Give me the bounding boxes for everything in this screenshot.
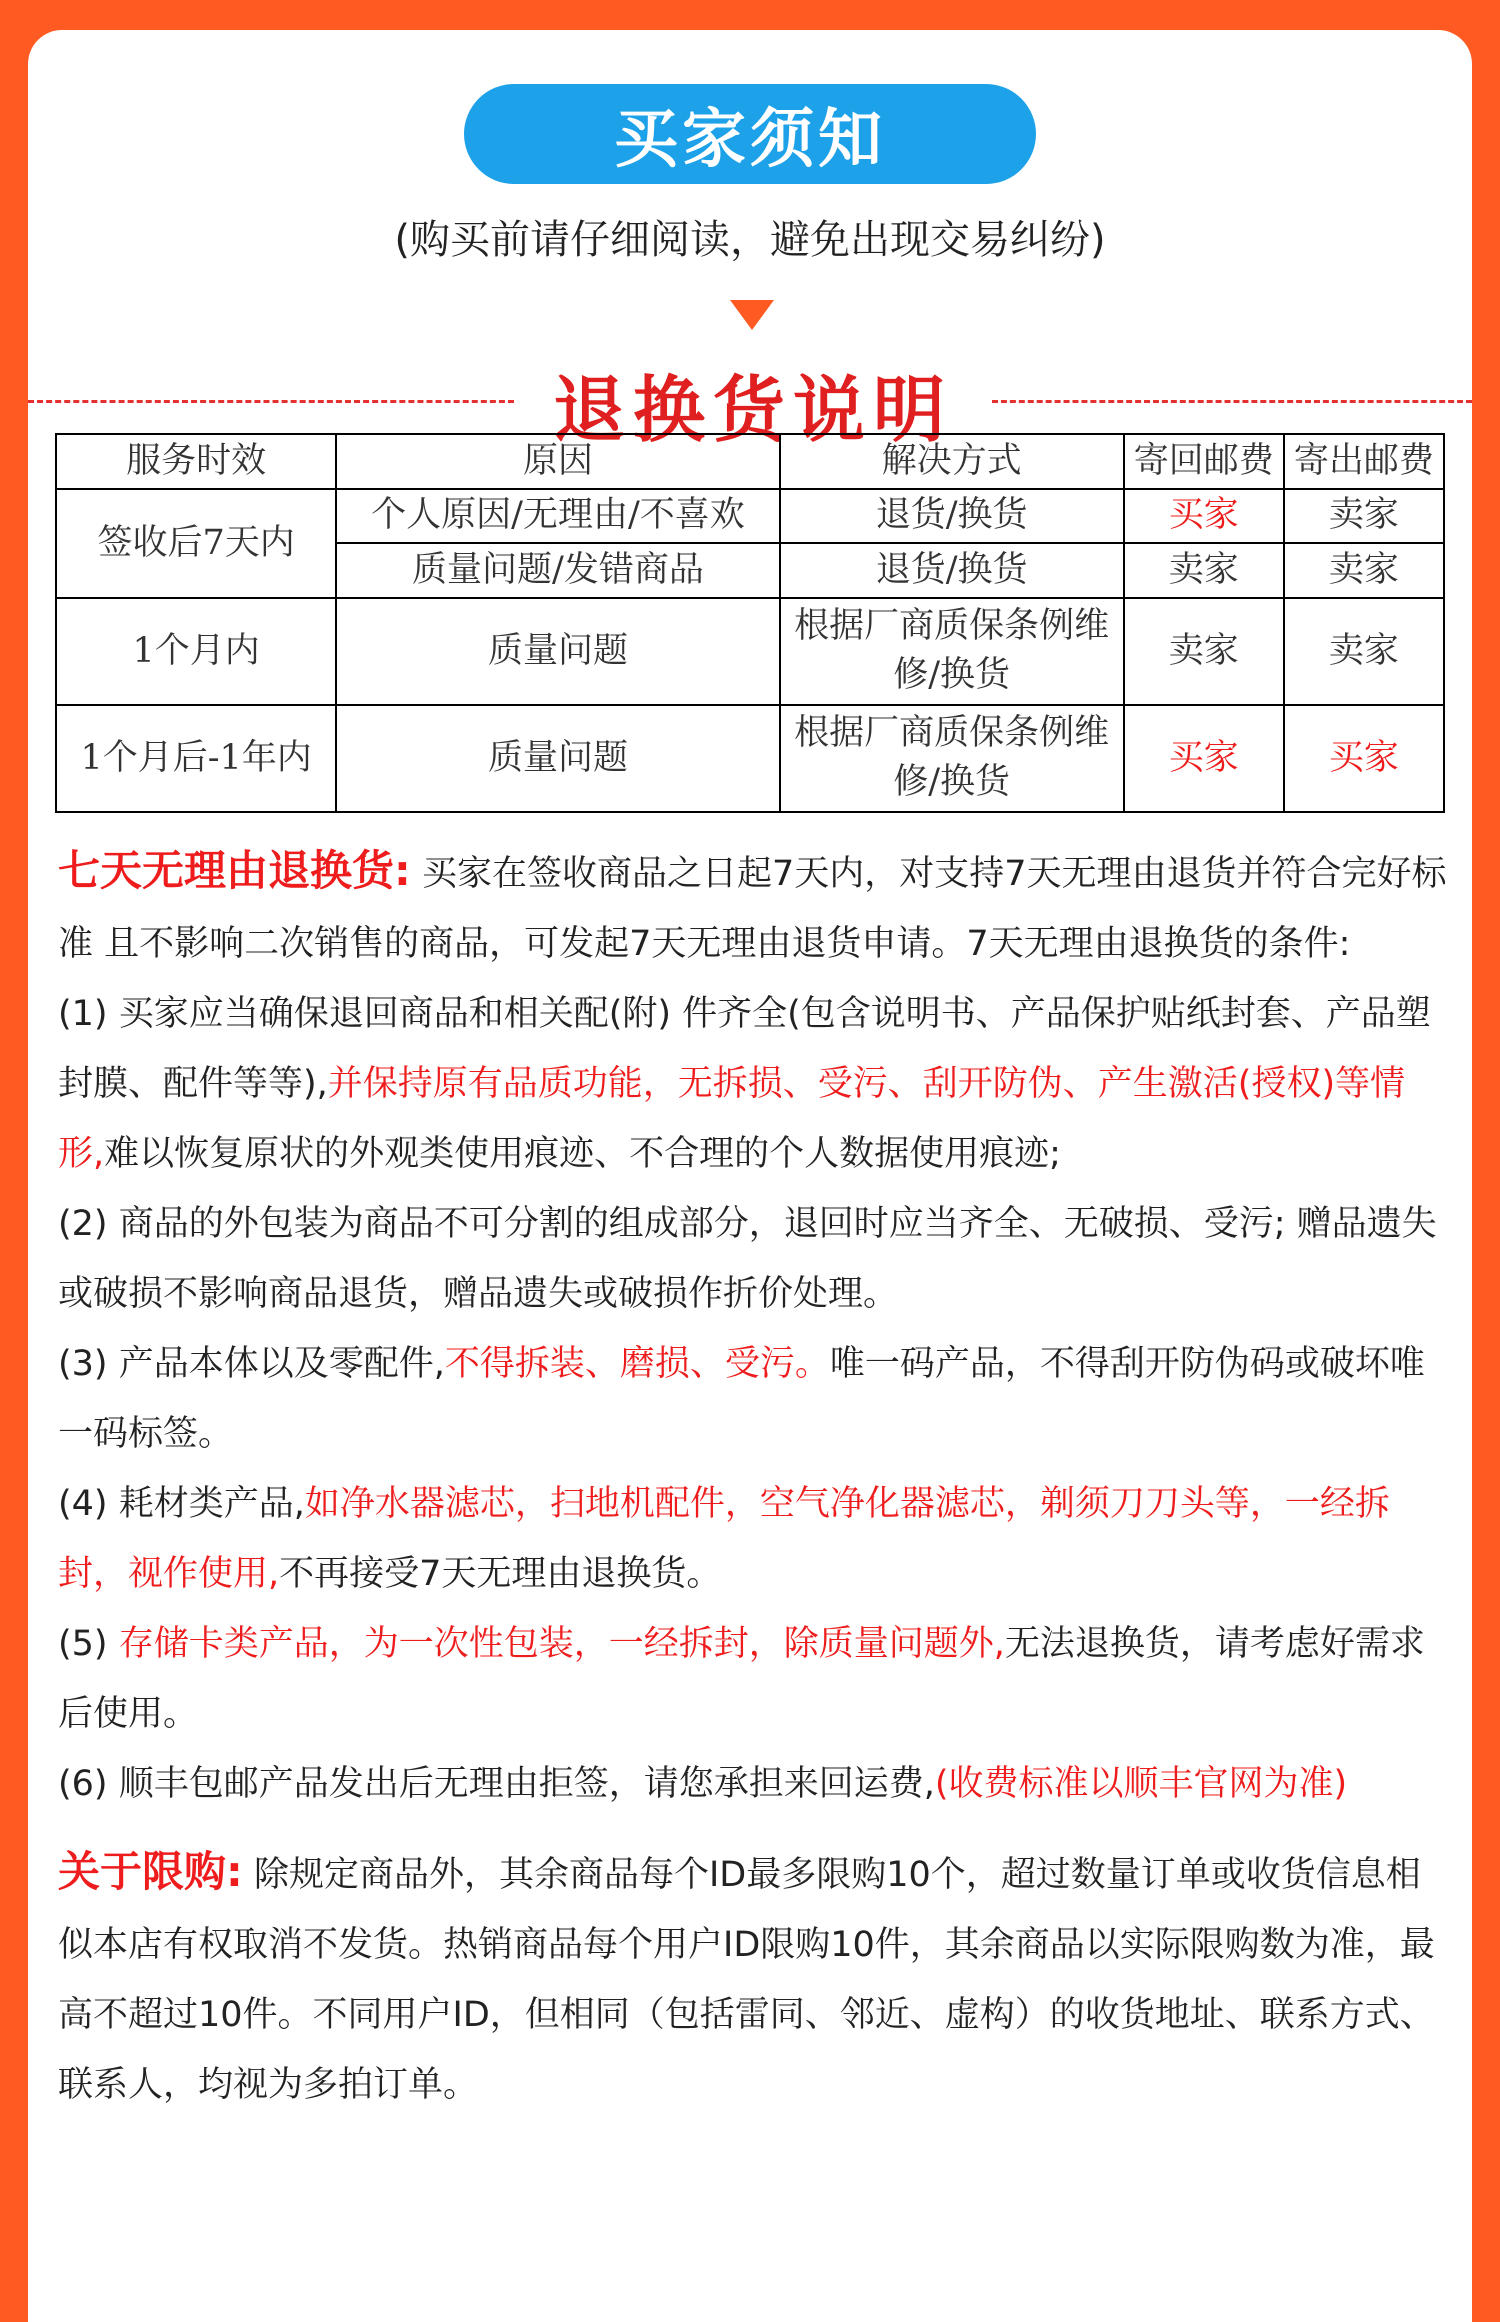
cell-send-fee: 卖家 [1284, 543, 1444, 598]
dashed-divider-left [28, 400, 514, 403]
item5-highlight: 存储卡类产品，为一次性包装，一经拆封，除质量问题外, [118, 1624, 1005, 1664]
down-arrow-icon [730, 300, 774, 330]
cell-reason: 质量问题 [336, 598, 779, 705]
item1-text-end: 难以恢复原状的外观类使用痕迹、不合理的个人数据使用痕迹; [104, 1134, 1061, 1174]
table-row [56, 705, 1444, 812]
limit-heading: 关于限购: [58, 1847, 243, 1896]
item6-text: (6) 顺丰包邮产品发出后无理由拒签，请您承担来回运费, [58, 1764, 935, 1804]
table-row [56, 598, 1444, 705]
seven-day-text: 买家在签收商品之日起7天内，对支持7天无理由退货并符合完好标准 且不影响二次销售的商品，可发起7天无理由退货申请。7天无理由退换货的条件: [58, 854, 1447, 964]
item4-highlight: 如净水器滤芯，扫地机配件，空气净化器滤芯，剃须刀刀头等，一经拆封，视作使用, [58, 1484, 1390, 1594]
cell-send-fee: 卖家 [1284, 598, 1444, 705]
item6-highlight: (收费标准以顺丰官网为准) [934, 1764, 1348, 1804]
table-row [56, 489, 1444, 544]
seven-day-heading: 七天无理由退换货: [58, 846, 411, 895]
limit-text: 除规定商品外，其余商品每个ID最多限购10个，超过数量订单或收货信息相似本店有权取消不发货。热销商品每个用户ID限购10件，其余商品以实际限购数为准，最高不超过10件。不同用户ID，但相同（包括雷同、邻近、虚构）的收货地址、联系方式、联系人，均视为多拍订单。 [58, 1855, 1435, 2105]
policy-item-3 [58, 1329, 1448, 1469]
notice-card [28, 30, 1472, 2322]
cell-solution: 根据厂商质保条例维修/换货 [780, 705, 1124, 812]
cell-return-fee: 买家 [1124, 489, 1284, 544]
cell-reason: 个人原因/无理由/不喜欢 [336, 489, 779, 544]
title-pill [464, 84, 1036, 184]
cell-send-fee: 买家 [1284, 705, 1444, 812]
header-reason: 原因 [336, 434, 779, 489]
header-solution: 解决方式 [780, 434, 1124, 489]
cell-solution: 退货/换货 [780, 543, 1124, 598]
cell-solution: 退货/换货 [780, 489, 1124, 544]
item5-text-end: 无法退换货，请考虑好需求后使用。 [58, 1624, 1425, 1734]
item1-text: (1) 买家应当确保退回商品和相关配(附) 件齐全(包含说明书、产品保护贴纸封套、产品塑封膜、配件等等), [58, 994, 1431, 1104]
item4-text-end: 不再接受7天无理由退换货。 [279, 1554, 722, 1594]
item5-text: (5) [58, 1624, 108, 1664]
header-period: 服务时效 [56, 434, 336, 489]
cell-period: 1个月后-1年内 [56, 705, 336, 812]
cell-return-fee: 卖家 [1124, 543, 1284, 598]
dashed-divider-right [992, 400, 1472, 403]
item3-text-end: 唯一码产品，不得刮开防伪码或破坏唯一码标签。 [58, 1344, 1425, 1454]
policy-item-2: (2) 商品的外包装为商品不可分割的组成部分，退回时应当齐全、无破损、受污; 赠品遗失或破损不影响商品退货，赠品遗失或破损作折价处理。 [58, 1204, 1437, 1314]
cell-return-fee: 买家 [1124, 705, 1284, 812]
header-return-fee: 寄回邮费 [1124, 434, 1284, 489]
section-title: 退换货说明 [552, 368, 953, 452]
cell-send-fee: 卖家 [1284, 489, 1444, 544]
cell-reason: 质量问题/发错商品 [336, 543, 779, 598]
policy-item-4 [58, 1469, 1448, 1609]
cell-period: 签收后7天内 [56, 489, 336, 598]
header-send-fee: 寄出邮费 [1284, 434, 1444, 489]
policy-item-5 [58, 1609, 1448, 1749]
policy-item-1 [58, 979, 1448, 1189]
cell-solution: 根据厂商质保条例维修/换货 [780, 598, 1124, 705]
item3-highlight: 不得拆装、磨损、受污。 [444, 1344, 830, 1384]
return-policy-table [55, 433, 1445, 813]
item1-highlight: 并保持原有品质功能，无拆损、受污、刮开防伪、产生激活(授权)等情形, [58, 1064, 1406, 1174]
subtitle: (购买前请仔细阅读，避免出现交易纠纷) [394, 217, 1106, 263]
limit-paragraph [58, 1837, 1448, 2120]
cell-reason: 质量问题 [336, 705, 779, 812]
item4-text: (4) 耗材类产品, [58, 1484, 305, 1524]
cell-period: 1个月内 [56, 598, 336, 705]
cell-return-fee: 卖家 [1124, 598, 1284, 705]
page-title: 买家须知 [614, 103, 886, 177]
policy-item-6 [58, 1749, 1448, 1819]
table-header-row [56, 434, 1444, 489]
seven-day-paragraph [58, 836, 1448, 979]
policy-text [58, 836, 1448, 2120]
item3-text: (3) 产品本体以及零配件, [58, 1344, 445, 1384]
